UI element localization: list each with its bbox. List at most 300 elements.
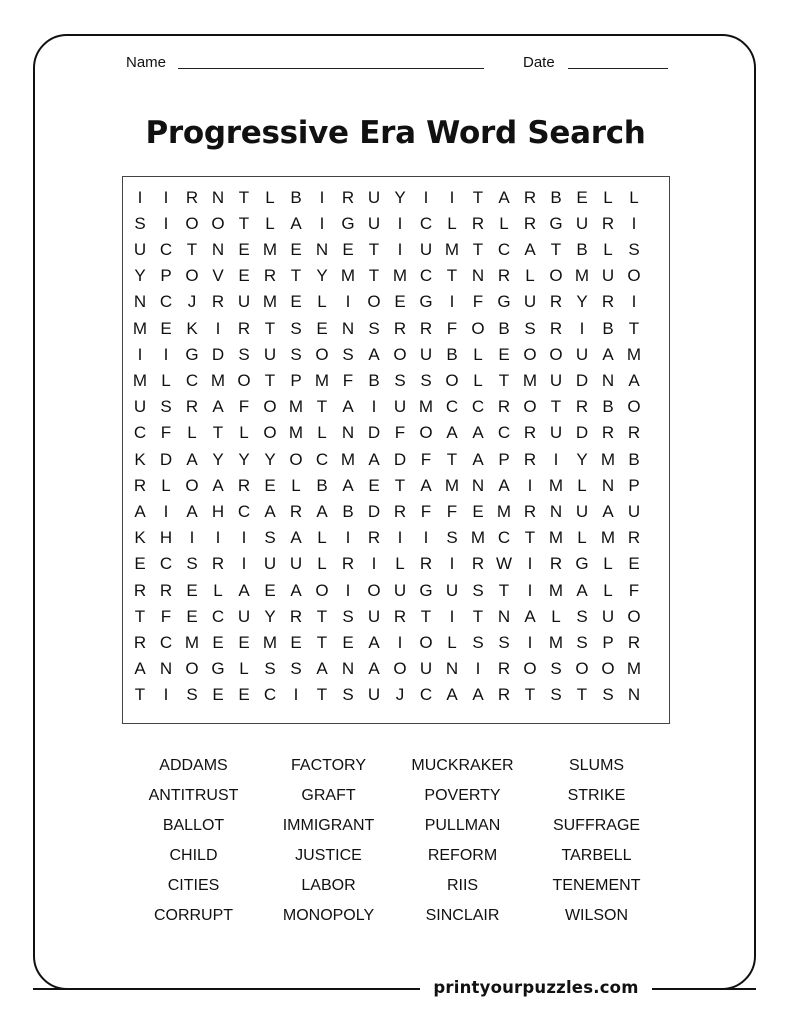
grid-letter[interactable]: L <box>603 580 613 600</box>
grid-letter[interactable]: R <box>419 554 433 574</box>
grid-letter[interactable]: S <box>628 239 640 259</box>
grid-letter[interactable]: A <box>472 449 484 469</box>
grid-letter[interactable]: E <box>212 632 224 652</box>
grid-letter[interactable]: C <box>159 632 173 652</box>
grid-letter[interactable]: F <box>160 606 172 626</box>
grid-letter[interactable]: S <box>342 344 354 364</box>
grid-letter[interactable]: I <box>527 632 533 652</box>
letter-grid[interactable] <box>122 176 670 724</box>
grid-letter[interactable]: M <box>444 475 460 495</box>
grid-letter[interactable]: A <box>498 187 510 207</box>
grid-letter[interactable]: G <box>497 292 511 312</box>
grid-letter[interactable]: E <box>290 239 302 259</box>
grid-letter[interactable]: U <box>367 606 381 626</box>
grid-letter[interactable]: T <box>524 528 536 548</box>
grid-letter[interactable]: N <box>341 423 355 443</box>
grid-letter[interactable]: O <box>315 344 329 364</box>
grid-letter[interactable]: T <box>264 318 276 338</box>
grid-letter[interactable]: M <box>262 292 278 312</box>
grid-letter[interactable]: R <box>471 213 485 233</box>
grid-letter[interactable]: D <box>367 423 381 443</box>
grid-letter[interactable]: L <box>161 475 171 495</box>
grid-letter[interactable]: U <box>289 554 303 574</box>
grid-letter[interactable]: R <box>211 292 225 312</box>
grid-letter[interactable]: I <box>371 397 377 417</box>
grid-letter[interactable]: L <box>603 554 613 574</box>
grid-letter[interactable]: M <box>626 659 642 679</box>
grid-letter[interactable]: E <box>186 606 198 626</box>
grid-letter[interactable]: U <box>393 580 407 600</box>
grid-letter[interactable]: R <box>289 501 303 521</box>
grid-letter[interactable]: A <box>316 659 328 679</box>
grid-letter[interactable]: R <box>419 318 433 338</box>
grid-letter[interactable]: A <box>134 501 146 521</box>
grid-letter[interactable]: T <box>446 449 458 469</box>
grid-letter[interactable]: R <box>341 554 355 574</box>
grid-letter[interactable]: R <box>549 318 563 338</box>
grid-letter[interactable]: G <box>419 580 433 600</box>
grid-letter[interactable]: L <box>447 213 457 233</box>
grid-letter[interactable]: A <box>628 370 640 390</box>
grid-letter[interactable]: H <box>159 528 173 548</box>
grid-letter[interactable]: C <box>211 606 225 626</box>
grid-letter[interactable]: M <box>392 266 408 286</box>
grid-letter[interactable]: U <box>627 501 641 521</box>
grid-letter[interactable]: E <box>238 239 250 259</box>
grid-letter[interactable]: V <box>212 266 224 286</box>
grid-letter[interactable]: O <box>263 423 277 443</box>
grid-letter[interactable]: O <box>627 606 641 626</box>
grid-letter[interactable]: O <box>211 213 225 233</box>
grid-letter[interactable]: L <box>213 580 223 600</box>
grid-letter[interactable]: R <box>575 397 589 417</box>
grid-letter[interactable]: I <box>163 685 169 705</box>
grid-letter[interactable]: U <box>549 423 563 443</box>
grid-letter[interactable]: U <box>575 501 589 521</box>
grid-letter[interactable]: B <box>498 318 510 338</box>
grid-letter[interactable]: M <box>288 397 304 417</box>
grid-letter[interactable]: L <box>317 554 327 574</box>
grid-letter[interactable]: I <box>397 213 403 233</box>
grid-letter[interactable]: S <box>368 318 380 338</box>
grid-letter[interactable]: W <box>495 554 513 574</box>
grid-letter[interactable]: N <box>471 266 485 286</box>
grid-letter[interactable]: N <box>341 659 355 679</box>
grid-letter[interactable]: O <box>471 318 485 338</box>
date-line[interactable] <box>568 68 668 69</box>
grid-letter[interactable]: R <box>497 685 511 705</box>
grid-letter[interactable]: R <box>523 423 537 443</box>
grid-letter[interactable]: U <box>263 344 277 364</box>
grid-letter[interactable]: M <box>184 632 200 652</box>
grid-letter[interactable]: O <box>445 370 459 390</box>
grid-letter[interactable]: U <box>575 344 589 364</box>
grid-letter[interactable]: S <box>264 528 276 548</box>
grid-letter[interactable]: I <box>449 606 455 626</box>
grid-letter[interactable]: A <box>472 685 484 705</box>
grid-letter[interactable]: L <box>239 659 249 679</box>
grid-letter[interactable]: T <box>524 685 536 705</box>
grid-letter[interactable]: T <box>212 423 224 443</box>
grid-letter[interactable]: L <box>551 606 561 626</box>
grid-letter[interactable]: I <box>449 187 455 207</box>
grid-letter[interactable]: F <box>238 397 250 417</box>
grid-letter[interactable]: R <box>367 528 381 548</box>
grid-letter[interactable]: M <box>262 632 278 652</box>
grid-letter[interactable]: N <box>471 475 485 495</box>
grid-letter[interactable]: R <box>133 475 147 495</box>
grid-letter[interactable]: F <box>160 423 172 443</box>
grid-letter[interactable]: A <box>264 501 276 521</box>
grid-letter[interactable]: F <box>446 318 458 338</box>
grid-letter[interactable]: G <box>211 659 225 679</box>
grid-letter[interactable]: C <box>419 213 433 233</box>
grid-letter[interactable]: U <box>237 606 251 626</box>
grid-letter[interactable]: T <box>498 370 510 390</box>
grid-letter[interactable]: U <box>263 554 277 574</box>
grid-letter[interactable]: N <box>601 370 615 390</box>
grid-letter[interactable]: O <box>627 397 641 417</box>
grid-letter[interactable]: E <box>238 685 250 705</box>
grid-letter[interactable]: O <box>549 344 563 364</box>
grid-letter[interactable]: L <box>629 187 639 207</box>
grid-letter[interactable]: B <box>550 187 562 207</box>
grid-letter[interactable]: O <box>315 580 329 600</box>
grid-letter[interactable]: L <box>473 344 483 364</box>
grid-letter[interactable]: U <box>549 370 563 390</box>
grid-letter[interactable]: S <box>186 685 198 705</box>
grid-letter[interactable]: S <box>472 632 484 652</box>
grid-letter[interactable]: I <box>397 528 403 548</box>
name-line[interactable] <box>178 68 484 69</box>
grid-letter[interactable]: A <box>238 580 250 600</box>
grid-letter[interactable]: M <box>314 370 330 390</box>
grid-letter[interactable]: U <box>419 239 433 259</box>
grid-letter[interactable]: R <box>185 187 199 207</box>
grid-letter[interactable]: O <box>237 370 251 390</box>
grid-letter[interactable]: S <box>394 370 406 390</box>
grid-letter[interactable]: N <box>341 318 355 338</box>
grid-letter[interactable]: J <box>187 292 197 312</box>
grid-letter[interactable]: R <box>627 423 641 443</box>
grid-letter[interactable]: L <box>447 632 457 652</box>
grid-letter[interactable]: T <box>238 213 250 233</box>
grid-letter[interactable]: B <box>342 501 354 521</box>
grid-letter[interactable]: A <box>316 501 328 521</box>
grid-letter[interactable]: Y <box>264 449 276 469</box>
grid-letter[interactable]: O <box>393 344 407 364</box>
grid-letter[interactable]: U <box>133 239 147 259</box>
grid-letter[interactable]: M <box>626 344 642 364</box>
grid-letter[interactable]: L <box>499 213 509 233</box>
grid-letter[interactable]: Y <box>576 449 588 469</box>
grid-letter[interactable]: F <box>628 580 640 600</box>
grid-letter[interactable]: T <box>628 318 640 338</box>
grid-letter[interactable]: R <box>211 554 225 574</box>
grid-letter[interactable]: K <box>134 528 146 548</box>
grid-letter[interactable]: A <box>212 475 224 495</box>
grid-letter[interactable]: C <box>419 685 433 705</box>
grid-letter[interactable]: M <box>132 318 148 338</box>
grid-letter[interactable]: Y <box>264 606 276 626</box>
grid-letter[interactable]: L <box>161 370 171 390</box>
grid-letter[interactable]: R <box>523 213 537 233</box>
grid-letter[interactable]: S <box>472 580 484 600</box>
grid-letter[interactable]: O <box>523 659 537 679</box>
grid-letter[interactable]: A <box>368 449 380 469</box>
grid-letter[interactable]: G <box>341 213 355 233</box>
grid-letter[interactable]: E <box>472 501 484 521</box>
grid-letter[interactable]: N <box>315 239 329 259</box>
grid-letter[interactable]: I <box>293 685 299 705</box>
grid-letter[interactable]: C <box>185 370 199 390</box>
grid-letter[interactable]: T <box>134 606 146 626</box>
grid-letter[interactable]: E <box>342 632 354 652</box>
grid-letter[interactable]: E <box>290 632 302 652</box>
grid-letter[interactable]: N <box>601 475 615 495</box>
grid-letter[interactable]: S <box>602 685 614 705</box>
grid-letter[interactable]: U <box>367 213 381 233</box>
grid-letter[interactable]: I <box>319 213 325 233</box>
grid-letter[interactable]: J <box>395 685 405 705</box>
grid-letter[interactable]: I <box>449 292 455 312</box>
grid-letter[interactable]: T <box>134 685 146 705</box>
grid-letter[interactable]: M <box>600 528 616 548</box>
grid-letter[interactable]: T <box>368 239 380 259</box>
grid-letter[interactable]: I <box>137 344 143 364</box>
grid-letter[interactable]: A <box>472 423 484 443</box>
grid-letter[interactable]: S <box>290 659 302 679</box>
grid-letter[interactable]: I <box>345 528 351 548</box>
grid-letter[interactable]: U <box>367 685 381 705</box>
grid-letter[interactable]: E <box>238 266 250 286</box>
grid-letter[interactable]: P <box>628 475 640 495</box>
grid-letter[interactable]: R <box>289 606 303 626</box>
grid-letter[interactable]: B <box>368 370 380 390</box>
grid-letter[interactable]: C <box>497 423 511 443</box>
grid-letter[interactable]: F <box>446 501 458 521</box>
grid-letter[interactable]: C <box>445 397 459 417</box>
grid-letter[interactable]: T <box>290 266 302 286</box>
grid-letter[interactable]: C <box>159 292 173 312</box>
grid-letter[interactable]: R <box>497 397 511 417</box>
grid-letter[interactable]: L <box>317 292 327 312</box>
grid-letter[interactable]: A <box>602 501 614 521</box>
grid-letter[interactable]: O <box>523 397 537 417</box>
grid-letter[interactable]: U <box>133 397 147 417</box>
grid-letter[interactable]: I <box>163 187 169 207</box>
grid-letter[interactable]: I <box>189 528 195 548</box>
grid-letter[interactable]: R <box>601 292 615 312</box>
grid-letter[interactable]: E <box>134 554 146 574</box>
grid-letter[interactable]: O <box>627 266 641 286</box>
grid-letter[interactable]: I <box>345 580 351 600</box>
grid-letter[interactable]: T <box>550 239 562 259</box>
grid-letter[interactable]: R <box>471 554 485 574</box>
grid-letter[interactable]: M <box>132 370 148 390</box>
grid-letter[interactable]: I <box>631 213 637 233</box>
grid-letter[interactable]: Y <box>238 449 250 469</box>
grid-letter[interactable]: S <box>186 554 198 574</box>
grid-letter[interactable]: E <box>316 318 328 338</box>
grid-letter[interactable]: I <box>423 187 429 207</box>
grid-letter[interactable]: N <box>159 659 173 679</box>
grid-letter[interactable]: O <box>263 397 277 417</box>
grid-letter[interactable]: E <box>368 475 380 495</box>
grid-letter[interactable]: L <box>265 187 275 207</box>
grid-letter[interactable]: O <box>549 266 563 286</box>
grid-letter[interactable]: L <box>317 423 327 443</box>
grid-letter[interactable]: R <box>133 632 147 652</box>
grid-letter[interactable]: L <box>395 554 405 574</box>
grid-letter[interactable]: S <box>576 632 588 652</box>
grid-letter[interactable]: U <box>237 292 251 312</box>
grid-letter[interactable]: I <box>449 554 455 574</box>
grid-letter[interactable]: E <box>394 292 406 312</box>
grid-letter[interactable]: I <box>423 528 429 548</box>
grid-letter[interactable]: G <box>419 292 433 312</box>
grid-letter[interactable]: R <box>393 606 407 626</box>
grid-letter[interactable]: C <box>471 397 485 417</box>
grid-letter[interactable]: I <box>397 239 403 259</box>
grid-letter[interactable]: U <box>393 397 407 417</box>
grid-letter[interactable]: I <box>579 318 585 338</box>
grid-letter[interactable]: I <box>163 213 169 233</box>
grid-letter[interactable]: B <box>602 397 614 417</box>
grid-letter[interactable]: S <box>498 632 510 652</box>
grid-letter[interactable]: C <box>237 501 251 521</box>
grid-letter[interactable]: E <box>342 239 354 259</box>
grid-letter[interactable]: T <box>472 606 484 626</box>
grid-letter[interactable]: T <box>238 187 250 207</box>
grid-letter[interactable]: P <box>290 370 302 390</box>
grid-letter[interactable]: S <box>238 344 250 364</box>
grid-letter[interactable]: O <box>185 266 199 286</box>
grid-letter[interactable]: U <box>445 580 459 600</box>
grid-letter[interactable]: U <box>419 344 433 364</box>
grid-letter[interactable]: E <box>264 580 276 600</box>
grid-letter[interactable]: I <box>241 554 247 574</box>
grid-letter[interactable]: E <box>498 344 510 364</box>
grid-letter[interactable]: S <box>160 397 172 417</box>
grid-letter[interactable]: T <box>316 685 328 705</box>
grid-letter[interactable]: A <box>186 501 198 521</box>
grid-letter[interactable]: Y <box>134 266 146 286</box>
grid-letter[interactable]: I <box>371 554 377 574</box>
grid-letter[interactable]: O <box>393 659 407 679</box>
grid-letter[interactable]: R <box>627 528 641 548</box>
grid-letter[interactable]: M <box>210 370 226 390</box>
grid-letter[interactable]: T <box>498 580 510 600</box>
grid-letter[interactable]: S <box>290 318 302 338</box>
grid-letter[interactable]: E <box>264 475 276 495</box>
grid-letter[interactable]: B <box>576 239 588 259</box>
grid-letter[interactable]: A <box>368 344 380 364</box>
grid-letter[interactable]: L <box>525 266 535 286</box>
grid-letter[interactable]: T <box>316 397 328 417</box>
grid-letter[interactable]: R <box>523 449 537 469</box>
grid-letter[interactable]: A <box>368 632 380 652</box>
grid-letter[interactable]: M <box>470 528 486 548</box>
grid-letter[interactable]: M <box>548 528 564 548</box>
grid-letter[interactable]: R <box>263 266 277 286</box>
grid-letter[interactable]: U <box>601 266 615 286</box>
grid-letter[interactable]: U <box>419 659 433 679</box>
grid-letter[interactable]: K <box>134 449 146 469</box>
grid-letter[interactable]: O <box>185 213 199 233</box>
grid-letter[interactable]: C <box>497 528 511 548</box>
grid-letter[interactable]: L <box>187 423 197 443</box>
grid-letter[interactable]: T <box>264 370 276 390</box>
grid-letter[interactable]: M <box>288 423 304 443</box>
grid-letter[interactable]: N <box>497 606 511 626</box>
grid-letter[interactable]: M <box>522 370 538 390</box>
grid-letter[interactable]: S <box>550 659 562 679</box>
grid-letter[interactable]: P <box>498 449 510 469</box>
grid-letter[interactable]: M <box>548 580 564 600</box>
grid-letter[interactable]: N <box>133 292 147 312</box>
grid-letter[interactable]: C <box>497 239 511 259</box>
grid-letter[interactable]: I <box>631 292 637 312</box>
grid-letter[interactable]: G <box>575 554 589 574</box>
grid-letter[interactable]: L <box>239 423 249 443</box>
grid-letter[interactable]: S <box>342 685 354 705</box>
grid-letter[interactable]: A <box>368 659 380 679</box>
grid-letter[interactable]: O <box>419 423 433 443</box>
grid-letter[interactable]: A <box>446 685 458 705</box>
grid-letter[interactable]: I <box>215 528 221 548</box>
grid-letter[interactable]: B <box>628 449 640 469</box>
grid-letter[interactable]: K <box>186 318 198 338</box>
grid-letter[interactable]: T <box>186 239 198 259</box>
grid-letter[interactable]: I <box>527 580 533 600</box>
grid-letter[interactable]: E <box>290 292 302 312</box>
grid-letter[interactable]: R <box>627 632 641 652</box>
grid-letter[interactable]: I <box>345 292 351 312</box>
grid-letter[interactable]: A <box>342 397 354 417</box>
grid-letter[interactable]: T <box>394 475 406 495</box>
grid-letter[interactable]: R <box>549 292 563 312</box>
grid-letter[interactable]: T <box>550 397 562 417</box>
grid-letter[interactable]: L <box>603 239 613 259</box>
grid-letter[interactable]: I <box>319 187 325 207</box>
grid-letter[interactable]: T <box>446 266 458 286</box>
grid-letter[interactable]: U <box>523 292 537 312</box>
grid-letter[interactable]: L <box>603 187 613 207</box>
grid-letter[interactable]: R <box>601 213 615 233</box>
grid-letter[interactable]: R <box>185 397 199 417</box>
grid-letter[interactable]: N <box>211 187 225 207</box>
grid-letter[interactable]: I <box>215 318 221 338</box>
grid-letter[interactable]: R <box>159 580 173 600</box>
grid-letter[interactable]: I <box>553 449 559 469</box>
grid-letter[interactable]: C <box>133 423 147 443</box>
grid-letter[interactable]: R <box>497 659 511 679</box>
grid-letter[interactable]: S <box>420 370 432 390</box>
grid-letter[interactable]: A <box>576 580 588 600</box>
grid-letter[interactable]: T <box>316 632 328 652</box>
grid-letter[interactable]: F <box>342 370 354 390</box>
grid-letter[interactable]: S <box>342 606 354 626</box>
grid-letter[interactable]: N <box>445 659 459 679</box>
grid-letter[interactable]: D <box>575 370 589 390</box>
grid-letter[interactable]: T <box>472 187 484 207</box>
grid-letter[interactable]: C <box>419 266 433 286</box>
grid-letter[interactable]: P <box>160 266 172 286</box>
grid-letter[interactable]: A <box>524 239 536 259</box>
grid-letter[interactable]: S <box>264 659 276 679</box>
grid-letter[interactable]: S <box>524 318 536 338</box>
